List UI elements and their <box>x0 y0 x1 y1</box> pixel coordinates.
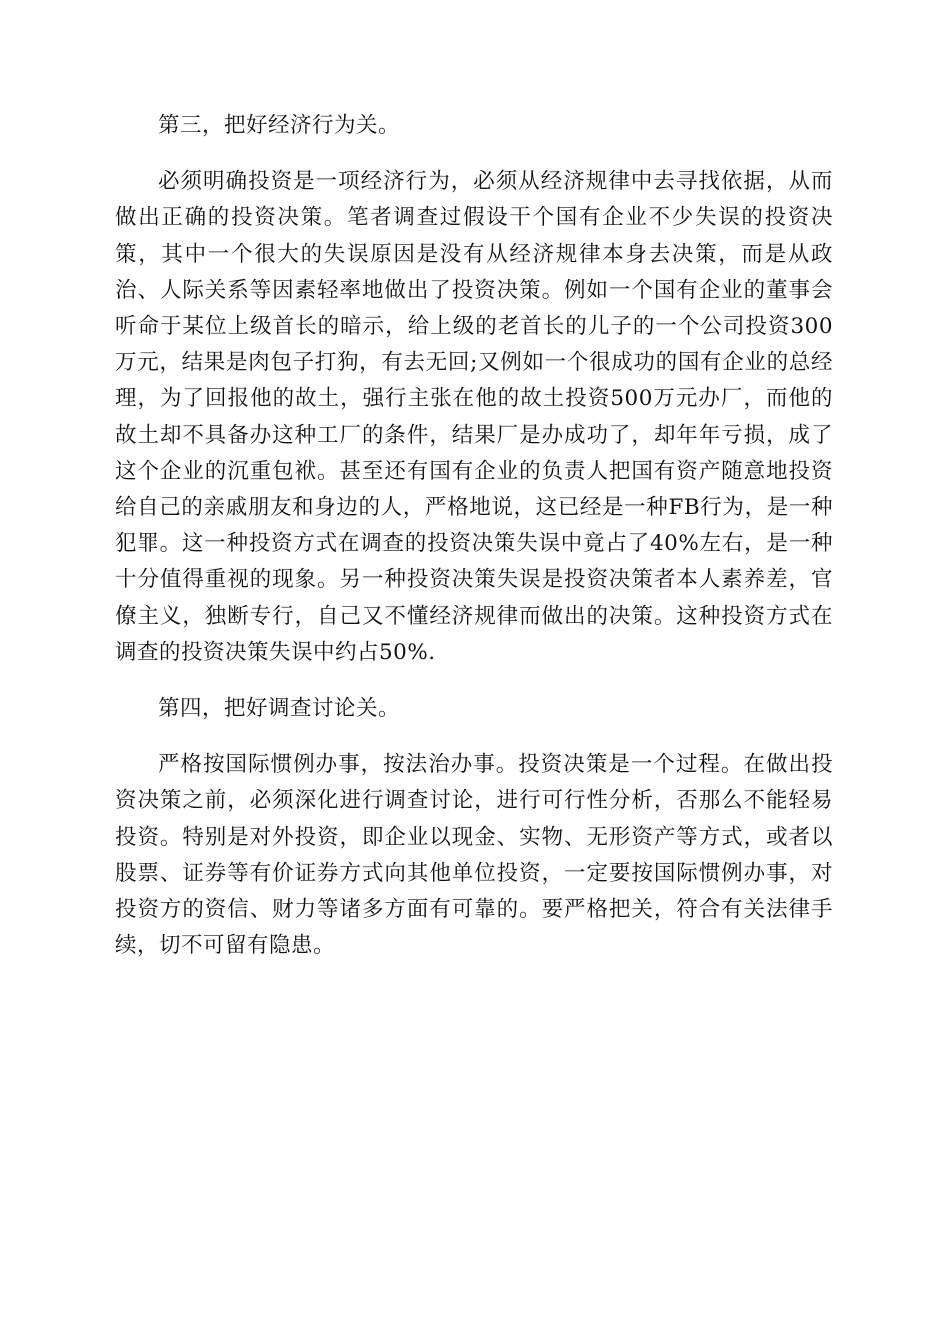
section-paragraph-fourth: 严格按国际惯例办事，按法治办事。投资决策是一个过程。在做出投资决策之前，必须深化进行调查讨论，进行可行性分析，否那么不能轻易投资。特别是对外投资，即企业以现金、实物、无形资产等方式，或者以股票、证券等有价证券方式向其他单位投资，一定要按国际惯例办事，对投资方的资信、财力等诸多方面有可靠的。要严格把关，符合有关法律手续，切不可留有隐患。 <box>115 752 833 959</box>
section-paragraph-third: 必须明确投资是一项经济行为，必须从经济规律中去寻找依据，从而做出正确的投资决策。笔者调查过假设干个国有企业不少失误的投资决策，其中一个很大的失误原因是没有从经济规律本身去决策，而是从政治、人际关系等因素轻率地做出了投资决策。例如一个国有企业的董事会听命于某位上级首长的暗示，给上级的老首长的儿子的一个公司投资300万元，结果是肉包子打狗，有去无回;又例如一个很成功的国有企业的总经理，为了回报他的故土，强行主张在他的故土投资500万元办厂，而他的故土却不具备办这种工厂的条件，结果厂是办成功了，却年年亏损，成了这个企业的沉重包袱。甚至还有国有企业的负责人把国有资产随意地投资给自己的亲戚朋友和身边的人，严格地说，这已经是一种FB行为，是一种犯罪。这一种投资方式在调查的投资决策失误中竟占了40%左右，是一种十分值得重视的现象。另一种投资决策失误是投资决策者本人素养差，官僚主义，独断专行，自己又不懂经济规律而做出的决策。这种投资方式在调查的投资决策失误中约占50%. <box>115 169 833 665</box>
document-body <box>115 108 833 984</box>
section-heading-third: 第三，把好经济行为关。 <box>158 113 401 138</box>
section-heading-fourth: 第四，把好调查讨论关。 <box>158 696 401 722</box>
